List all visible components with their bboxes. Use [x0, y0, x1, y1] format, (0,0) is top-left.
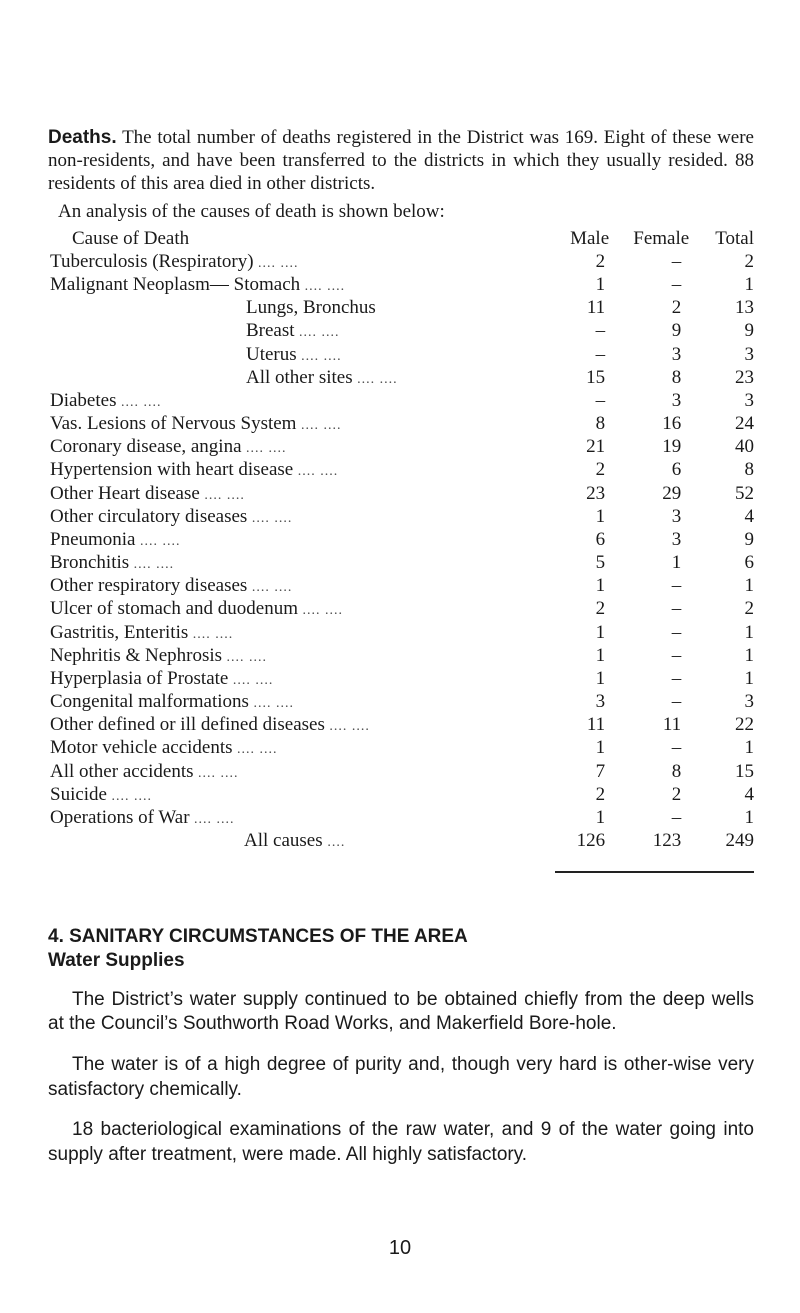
female-cell: 6 — [671, 459, 682, 481]
total-cell: 6 — [744, 552, 754, 574]
table-header-row — [50, 227, 754, 250]
table-row — [50, 783, 754, 806]
table-row — [50, 667, 754, 690]
total-cell: 9 — [744, 528, 754, 550]
cause-cell: Nephritis & Nephrosis .... .... — [50, 644, 268, 666]
male-cell: 15 — [586, 366, 606, 388]
cause-cell: Other defined or ill defined diseases .... .... — [50, 714, 370, 736]
male-cell: 2 — [595, 250, 606, 272]
causes-of-death-table — [50, 227, 754, 874]
male-cell: 1 — [595, 737, 606, 759]
cause-cell: Gastritis, Enteritis .... .... — [50, 621, 234, 643]
male-cell: 7 — [595, 760, 606, 782]
male-cell: 1 — [595, 505, 606, 527]
total-cell: 24 — [735, 413, 754, 435]
female-cell: 2 — [671, 783, 682, 805]
totals-row — [50, 829, 754, 852]
table-row — [50, 760, 754, 783]
table-row — [50, 574, 754, 597]
totals-total: 249 — [725, 830, 754, 852]
female-cell: – — [671, 575, 682, 597]
male-cell: 1 — [595, 621, 606, 643]
total-cell: 3 — [744, 343, 754, 365]
cause-cell: Hyperplasia of Prostate .... .... — [50, 667, 274, 689]
female-cell: – — [671, 250, 682, 272]
table-row — [50, 597, 754, 620]
table-row — [50, 644, 754, 667]
male-cell: 1 — [595, 644, 606, 666]
female-cell: – — [671, 274, 682, 296]
analysis-line: An analysis of the causes of death is shown below: — [58, 200, 445, 222]
total-cell: 2 — [744, 250, 754, 272]
cause-cell: Congenital malformations .... .... — [50, 691, 294, 713]
cause-cell: Other respiratory diseases .... .... — [50, 575, 293, 597]
female-cell: 19 — [662, 436, 682, 458]
table-row — [50, 621, 754, 644]
total-cell: 1 — [744, 621, 754, 643]
male-cell: 3 — [595, 691, 606, 713]
total-cell: 9 — [744, 320, 754, 342]
female-cell: – — [671, 598, 682, 620]
total-cell: 2 — [744, 598, 754, 620]
male-cell: 5 — [595, 552, 606, 574]
cause-cell: Other Heart disease .... .... — [50, 482, 245, 504]
water-paragraph-2: The water is of a high degree of purity and, though very hard is other-wise very satisfactory chemically. — [48, 1054, 754, 1100]
total-cell: 15 — [735, 760, 754, 782]
female-cell: 3 — [671, 343, 682, 365]
total-cell: 1 — [744, 274, 754, 296]
female-cell: 16 — [662, 413, 682, 435]
total-cell: 1 — [744, 575, 754, 597]
page-number: 10 — [388, 1237, 412, 1259]
table-row — [50, 343, 754, 366]
cause-cell: Lungs, Bronchus — [246, 297, 376, 319]
female-cell: 9 — [671, 320, 682, 342]
cause-cell: Coronary disease, angina .... .... — [50, 436, 287, 458]
total-cell: 8 — [744, 459, 754, 481]
cause-cell: All other accidents .... .... — [50, 760, 239, 782]
cause-cell: Breast .... .... — [246, 320, 340, 342]
female-cell: – — [671, 644, 682, 666]
male-cell: – — [595, 320, 606, 342]
female-cell: – — [671, 737, 682, 759]
total-cell: 3 — [744, 389, 754, 411]
male-cell: 1 — [595, 806, 606, 828]
total-cell: 4 — [744, 783, 754, 805]
total-cell: 1 — [744, 737, 754, 759]
deaths-heading: Deaths. — [48, 127, 117, 148]
total-cell: 1 — [744, 667, 754, 689]
totals-label: All causes .... — [244, 830, 346, 852]
section-heading: 4. SANITARY CIRCUMSTANCES OF THE AREA — [48, 926, 468, 948]
table-row — [50, 366, 754, 389]
cause-cell: Vas. Lesions of Nervous System .... .... — [50, 413, 342, 435]
header-female: Female — [633, 227, 690, 249]
table-row — [50, 319, 754, 342]
totals-female: 123 — [652, 830, 682, 852]
male-cell: – — [595, 389, 606, 411]
total-cell: 52 — [735, 482, 754, 504]
male-cell: 2 — [595, 598, 606, 620]
table-row — [50, 250, 754, 273]
table-row — [50, 690, 754, 713]
table-row — [50, 273, 754, 296]
female-cell: 2 — [671, 297, 682, 319]
male-cell: 1 — [595, 667, 606, 689]
female-cell: – — [671, 691, 682, 713]
total-cell: 4 — [744, 505, 754, 527]
cause-cell: Ulcer of stomach and duodenum .... .... — [50, 598, 343, 620]
cause-cell: Tuberculosis (Respiratory) .... .... — [50, 250, 299, 272]
water-paragraph-1: The District’s water supply continued to be obtained chiefly from the deep wells at the Council’s Southworth Road Works, and Makerfield Bore-hole. — [48, 988, 754, 1035]
water-supplies-heading: Water Supplies — [48, 949, 185, 971]
cause-cell: Uterus .... .... — [246, 343, 342, 365]
bottom-rule — [555, 871, 754, 873]
male-cell: – — [595, 343, 606, 365]
table-row — [50, 528, 754, 551]
male-cell: 2 — [595, 459, 606, 481]
header-total: Total — [715, 227, 754, 249]
bottom-rule-row — [50, 852, 754, 873]
cause-cell: Suicide .... .... — [50, 783, 152, 805]
cause-cell: Bronchitis .... .... — [50, 552, 175, 574]
water-paragraph-3: 18 bacteriological examinations of the raw water, and 9 of the water going into supply after treatment, were made. All highly satisfactory. — [48, 1119, 754, 1166]
cause-cell: Hypertension with heart disease .... .... — [50, 459, 339, 481]
male-cell: 6 — [595, 528, 606, 550]
total-cell: 13 — [735, 297, 754, 319]
cause-cell: All other sites .... .... — [246, 366, 398, 388]
female-cell: – — [671, 667, 682, 689]
cause-cell: Operations of War .... .... — [50, 806, 235, 828]
cause-cell: Pneumonia .... .... — [50, 528, 181, 550]
male-cell: 1 — [595, 575, 606, 597]
table-row — [50, 806, 754, 829]
female-cell: 3 — [671, 389, 682, 411]
header-male: Male — [570, 227, 610, 249]
female-cell: 29 — [662, 482, 682, 504]
total-cell: 22 — [735, 714, 754, 736]
table-row — [50, 412, 754, 435]
female-cell: 3 — [671, 528, 682, 550]
table-row — [50, 736, 754, 759]
table-row — [50, 458, 754, 481]
table-row — [50, 296, 754, 319]
female-cell: – — [671, 806, 682, 828]
cause-cell: Diabetes .... .... — [50, 389, 162, 411]
female-cell: 1 — [671, 552, 682, 574]
male-cell: 1 — [595, 274, 606, 296]
male-cell: 23 — [586, 482, 606, 504]
table-row — [50, 505, 754, 528]
table-row — [50, 551, 754, 574]
male-cell: 11 — [586, 714, 606, 736]
deaths-text: The total number of deaths registered in the District was 169. Eight of these were non-residents, and have been transferred to the districts in which they usually resided. 88 residents of this area died in other districts. — [48, 127, 754, 195]
male-cell: 11 — [586, 297, 606, 319]
totals-male: 126 — [576, 830, 606, 852]
total-cell: 1 — [744, 806, 754, 828]
male-cell: 8 — [595, 413, 606, 435]
document-page — [48, 126, 754, 1168]
table-row — [50, 435, 754, 458]
female-cell: 8 — [671, 366, 682, 388]
cause-cell: Other circulatory diseases .... .... — [50, 505, 293, 527]
total-cell: 3 — [744, 691, 754, 713]
total-cell: 23 — [735, 366, 754, 388]
female-cell: 3 — [671, 505, 682, 527]
total-cell: 40 — [735, 436, 754, 458]
female-cell: 8 — [671, 760, 682, 782]
male-cell: 2 — [595, 783, 606, 805]
deaths-paragraph — [48, 126, 754, 196]
male-cell: 21 — [586, 436, 606, 458]
total-cell: 1 — [744, 644, 754, 666]
table-row — [50, 482, 754, 505]
cause-cell: Malignant Neoplasm— Stomach .... .... — [50, 274, 346, 296]
female-cell: 11 — [662, 714, 682, 736]
cause-cell: Motor vehicle accidents .... .... — [50, 737, 278, 759]
header-cause: Cause of Death — [72, 227, 190, 249]
table-row — [50, 713, 754, 736]
table-row — [50, 389, 754, 412]
female-cell: – — [671, 621, 682, 643]
